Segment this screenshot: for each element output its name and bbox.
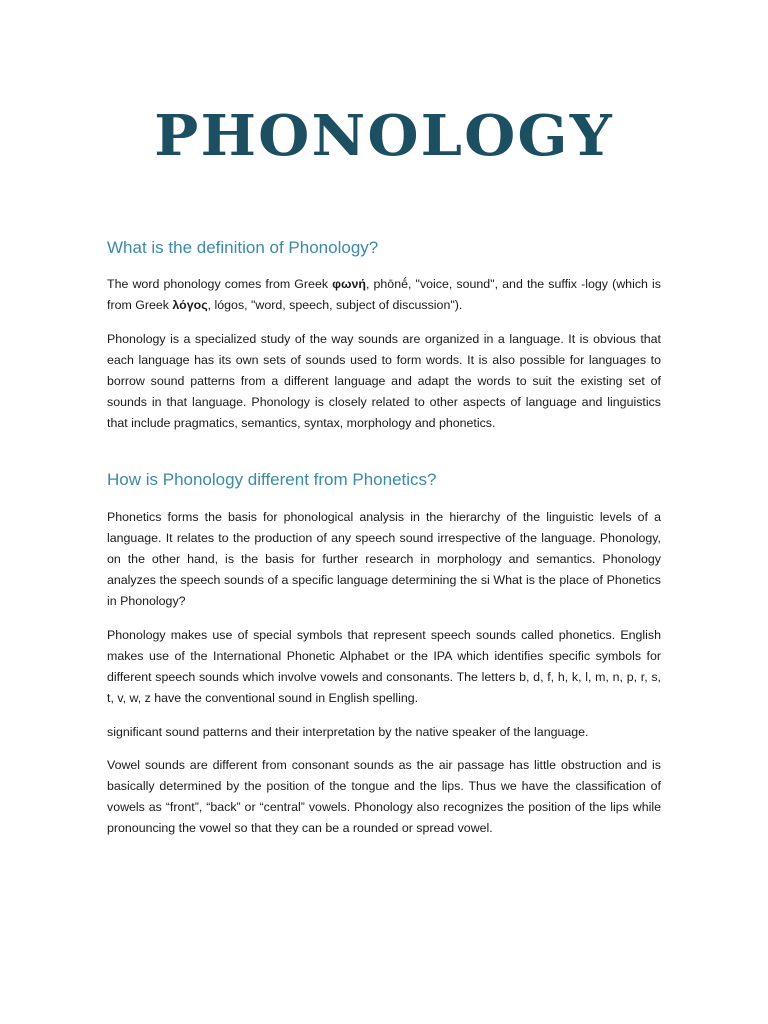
section-heading-definition: What is the definition of Phonology? bbox=[107, 238, 379, 257]
document-body bbox=[107, 236, 661, 839]
section-heading-difference: How is Phonology different from Phonetics? bbox=[107, 470, 437, 489]
etymology-text-end: , lógos, "word, speech, subject of discussion"). bbox=[207, 298, 463, 312]
paragraph-phonology-definition: Phonology is a specialized study of the way sounds are organized in a language. It is obvious that each language has its own sets of sounds used to form words. It is also possible for languages to borrow sound patterns from a different language and adapt the words to suit the existing set of sounds in that language. Phonology is closely related to other aspects of language and linguistics that include pragmatics, semantics, syntax, morphology and phonetics. bbox=[107, 332, 661, 430]
etymology-text-start: The word phonology comes from Greek bbox=[107, 277, 333, 291]
document-title: PHONOLOGY bbox=[154, 103, 614, 169]
greek-word-logos: λόγος bbox=[172, 298, 208, 312]
paragraph-etymology bbox=[107, 274, 661, 316]
paragraph-phonetic-symbols: Phonology makes use of special symbols that represent speech sounds called phonetics. English makes use of the International Phonetic Alphabet or the IPA which identifies specific symbols for different speech sounds which involve vowels and consonants. The letters b, d, f, h, k, l, m, n, p, r, s, t, v, w, z have the conventional sound in English spelling. bbox=[107, 628, 661, 705]
paragraph-sound-patterns: significant sound patterns and their interpretation by the native speaker of the language. bbox=[107, 725, 589, 739]
paragraph-phonetics-basis: Phonetics forms the basis for phonological analysis in the hierarchy of the linguistic levels of a language. It relates to the production of any speech sound irrespective of the language. Phonology, on the other hand, is the basis for further research in morphology and semantics. Phonology analyzes the speech sounds of a specific language determining the si What is the place of Phonetics in Phonology? bbox=[107, 510, 661, 608]
paragraph-vowel-sounds: Vowel sounds are different from consonant sounds as the air passage has little obstruction and is basically determined by the position of the tongue and the lips. Thus we have the classification of vowels as “front”, “back” or “central” vowels. Phonology also recognizes the position of the lips while pronouncing the vowel so that they can be a rounded or spread vowel. bbox=[107, 758, 661, 835]
etymology-text-middle: , phōnḗ, "voice, sound", and the suffix -logy (which is from Greek bbox=[107, 277, 661, 312]
greek-word-phone: φωνή bbox=[332, 277, 366, 291]
